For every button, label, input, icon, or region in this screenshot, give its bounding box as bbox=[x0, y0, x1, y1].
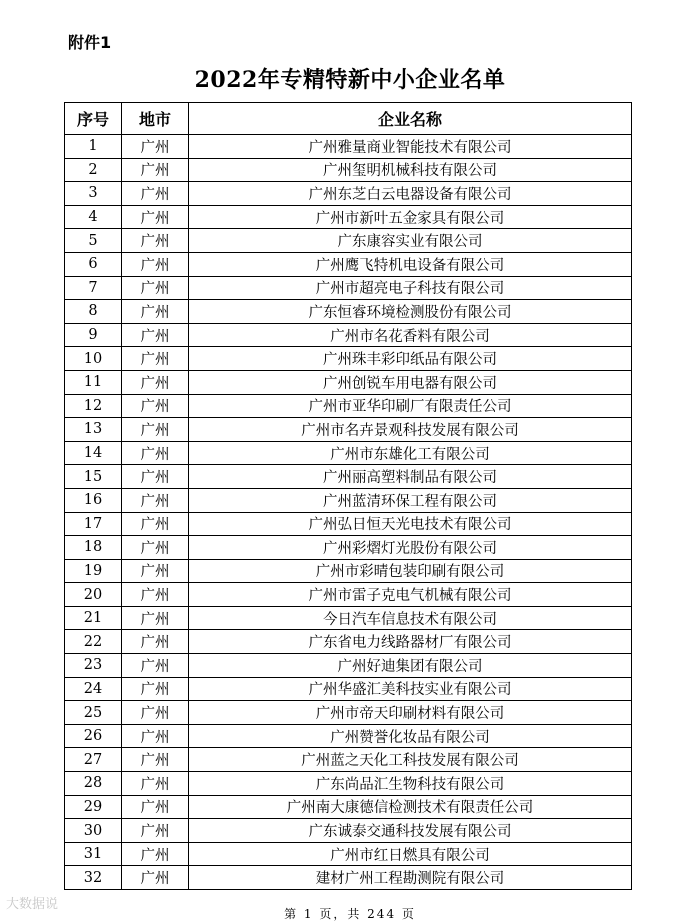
cell-company-name: 广州市名花香料有限公司 bbox=[189, 323, 632, 347]
cell-company-name: 广东省电力线路器材厂有限公司 bbox=[189, 630, 632, 654]
table-row bbox=[65, 229, 632, 253]
cell-company-name: 广州蓝清环保工程有限公司 bbox=[189, 488, 632, 512]
table-row bbox=[65, 559, 632, 583]
cell-serial-number: 24 bbox=[65, 677, 122, 701]
cell-company-name: 广东康容实业有限公司 bbox=[189, 229, 632, 253]
cell-company-name: 广州赞誉化妆品有限公司 bbox=[189, 724, 632, 748]
cell-company-name: 广州蓝之天化工科技发展有限公司 bbox=[189, 748, 632, 772]
cell-company-name: 广东恒睿环境检测股份有限公司 bbox=[189, 300, 632, 324]
cell-serial-number: 11 bbox=[65, 370, 122, 394]
table-row bbox=[65, 276, 632, 300]
table-row bbox=[65, 135, 632, 159]
cell-serial-number: 7 bbox=[65, 276, 122, 300]
cell-serial-number: 19 bbox=[65, 559, 122, 583]
cell-company-name: 广州玺明机械科技有限公司 bbox=[189, 158, 632, 182]
cell-serial-number: 15 bbox=[65, 465, 122, 489]
cell-city: 广州 bbox=[122, 182, 189, 206]
watermark-text: 大数据说 bbox=[6, 897, 59, 912]
cell-serial-number: 23 bbox=[65, 654, 122, 678]
cell-city: 广州 bbox=[122, 772, 189, 796]
cell-serial-number: 10 bbox=[65, 347, 122, 371]
cell-serial-number: 27 bbox=[65, 748, 122, 772]
cell-serial-number: 29 bbox=[65, 795, 122, 819]
table-row bbox=[65, 748, 632, 772]
cell-company-name: 广州鹰飞特机电设备有限公司 bbox=[189, 252, 632, 276]
cell-company-name: 广州市亚华印刷厂有限责任公司 bbox=[189, 394, 632, 418]
table-row bbox=[65, 205, 632, 229]
cell-company-name: 广州珠丰彩印纸品有限公司 bbox=[189, 347, 632, 371]
attachment-label: 附件1 bbox=[68, 33, 112, 52]
cell-serial-number: 1 bbox=[65, 135, 122, 159]
cell-city: 广州 bbox=[122, 370, 189, 394]
company-table bbox=[64, 102, 632, 890]
cell-serial-number: 20 bbox=[65, 583, 122, 607]
cell-serial-number: 6 bbox=[65, 252, 122, 276]
cell-city: 广州 bbox=[122, 677, 189, 701]
cell-company-name: 建材广州工程勘测院有限公司 bbox=[189, 866, 632, 890]
cell-serial-number: 25 bbox=[65, 701, 122, 725]
cell-city: 广州 bbox=[122, 559, 189, 583]
document-title: 2022年专精特新中小企业名单 bbox=[194, 67, 506, 93]
cell-company-name: 广州雅量商业智能技术有限公司 bbox=[189, 135, 632, 159]
cell-company-name: 广州市东雄化工有限公司 bbox=[189, 441, 632, 465]
table-row bbox=[65, 488, 632, 512]
header-company-name: 企业名称 bbox=[189, 103, 632, 135]
cell-serial-number: 9 bbox=[65, 323, 122, 347]
cell-serial-number: 12 bbox=[65, 394, 122, 418]
table-row bbox=[65, 512, 632, 536]
cell-company-name: 广东尚品汇生物科技有限公司 bbox=[189, 772, 632, 796]
cell-serial-number: 14 bbox=[65, 441, 122, 465]
cell-company-name: 广州市新叶五金家具有限公司 bbox=[189, 205, 632, 229]
cell-company-name: 广州华盛汇美科技实业有限公司 bbox=[189, 677, 632, 701]
table-header-row bbox=[65, 103, 632, 135]
header-serial-number: 序号 bbox=[65, 103, 122, 135]
table-row bbox=[65, 583, 632, 607]
table-row bbox=[65, 370, 632, 394]
cell-city: 广州 bbox=[122, 276, 189, 300]
table-row bbox=[65, 606, 632, 630]
table-row bbox=[65, 866, 632, 890]
cell-company-name: 广州市超亮电子科技有限公司 bbox=[189, 276, 632, 300]
cell-company-name: 广东诚泰交通科技发展有限公司 bbox=[189, 819, 632, 843]
table-row bbox=[65, 418, 632, 442]
cell-company-name: 广州东芝白云电器设备有限公司 bbox=[189, 182, 632, 206]
cell-serial-number: 28 bbox=[65, 772, 122, 796]
cell-company-name: 广州弘日恒天光电技术有限公司 bbox=[189, 512, 632, 536]
cell-city: 广州 bbox=[122, 654, 189, 678]
cell-city: 广州 bbox=[122, 465, 189, 489]
table-row bbox=[65, 724, 632, 748]
cell-company-name: 广州好迪集团有限公司 bbox=[189, 654, 632, 678]
cell-city: 广州 bbox=[122, 583, 189, 607]
cell-company-name: 广州丽高塑料制品有限公司 bbox=[189, 465, 632, 489]
cell-city: 广州 bbox=[122, 418, 189, 442]
cell-company-name: 广州市名卉景观科技发展有限公司 bbox=[189, 418, 632, 442]
cell-serial-number: 5 bbox=[65, 229, 122, 253]
table-row bbox=[65, 252, 632, 276]
cell-city: 广州 bbox=[122, 630, 189, 654]
table-row bbox=[65, 630, 632, 654]
table-row bbox=[65, 819, 632, 843]
cell-serial-number: 22 bbox=[65, 630, 122, 654]
header-city: 地市 bbox=[122, 103, 189, 135]
table-row bbox=[65, 300, 632, 324]
cell-city: 广州 bbox=[122, 819, 189, 843]
cell-serial-number: 4 bbox=[65, 205, 122, 229]
cell-company-name: 广州市彩晴包装印刷有限公司 bbox=[189, 559, 632, 583]
table-row bbox=[65, 536, 632, 560]
cell-city: 广州 bbox=[122, 347, 189, 371]
cell-serial-number: 31 bbox=[65, 842, 122, 866]
cell-serial-number: 3 bbox=[65, 182, 122, 206]
table-row bbox=[65, 182, 632, 206]
table-row bbox=[65, 158, 632, 182]
cell-company-name: 广州创锐车用电器有限公司 bbox=[189, 370, 632, 394]
cell-city: 广州 bbox=[122, 488, 189, 512]
table-row bbox=[65, 347, 632, 371]
cell-serial-number: 2 bbox=[65, 158, 122, 182]
cell-company-name: 广州市红日燃具有限公司 bbox=[189, 842, 632, 866]
table-row bbox=[65, 677, 632, 701]
cell-city: 广州 bbox=[122, 323, 189, 347]
table-row bbox=[65, 394, 632, 418]
cell-city: 广州 bbox=[122, 866, 189, 890]
cell-city: 广州 bbox=[122, 229, 189, 253]
cell-city: 广州 bbox=[122, 205, 189, 229]
cell-serial-number: 8 bbox=[65, 300, 122, 324]
table-row bbox=[65, 441, 632, 465]
cell-city: 广州 bbox=[122, 512, 189, 536]
cell-city: 广州 bbox=[122, 701, 189, 725]
cell-serial-number: 30 bbox=[65, 819, 122, 843]
cell-serial-number: 17 bbox=[65, 512, 122, 536]
cell-city: 广州 bbox=[122, 394, 189, 418]
table-row bbox=[65, 701, 632, 725]
cell-city: 广州 bbox=[122, 300, 189, 324]
cell-serial-number: 32 bbox=[65, 866, 122, 890]
cell-city: 广州 bbox=[122, 748, 189, 772]
cell-city: 广州 bbox=[122, 724, 189, 748]
cell-company-name: 广州市雷子克电气机械有限公司 bbox=[189, 583, 632, 607]
table-row bbox=[65, 772, 632, 796]
cell-serial-number: 21 bbox=[65, 606, 122, 630]
page-footer: 第 1 页，共 244 页 bbox=[284, 907, 416, 921]
table-row bbox=[65, 842, 632, 866]
cell-city: 广州 bbox=[122, 795, 189, 819]
cell-serial-number: 18 bbox=[65, 536, 122, 560]
table-row bbox=[65, 465, 632, 489]
cell-city: 广州 bbox=[122, 441, 189, 465]
cell-company-name: 广州彩熠灯光股份有限公司 bbox=[189, 536, 632, 560]
table-row bbox=[65, 795, 632, 819]
cell-city: 广州 bbox=[122, 252, 189, 276]
cell-city: 广州 bbox=[122, 158, 189, 182]
table-row bbox=[65, 654, 632, 678]
table-body bbox=[65, 135, 632, 890]
table-row bbox=[65, 323, 632, 347]
cell-serial-number: 26 bbox=[65, 724, 122, 748]
cell-serial-number: 16 bbox=[65, 488, 122, 512]
cell-city: 广州 bbox=[122, 135, 189, 159]
cell-company-name: 广州南大康德信检测技术有限责任公司 bbox=[189, 795, 632, 819]
cell-city: 广州 bbox=[122, 606, 189, 630]
cell-company-name: 今日汽车信息技术有限公司 bbox=[189, 606, 632, 630]
cell-company-name: 广州市帝天印刷材料有限公司 bbox=[189, 701, 632, 725]
cell-city: 广州 bbox=[122, 536, 189, 560]
cell-serial-number: 13 bbox=[65, 418, 122, 442]
cell-city: 广州 bbox=[122, 842, 189, 866]
